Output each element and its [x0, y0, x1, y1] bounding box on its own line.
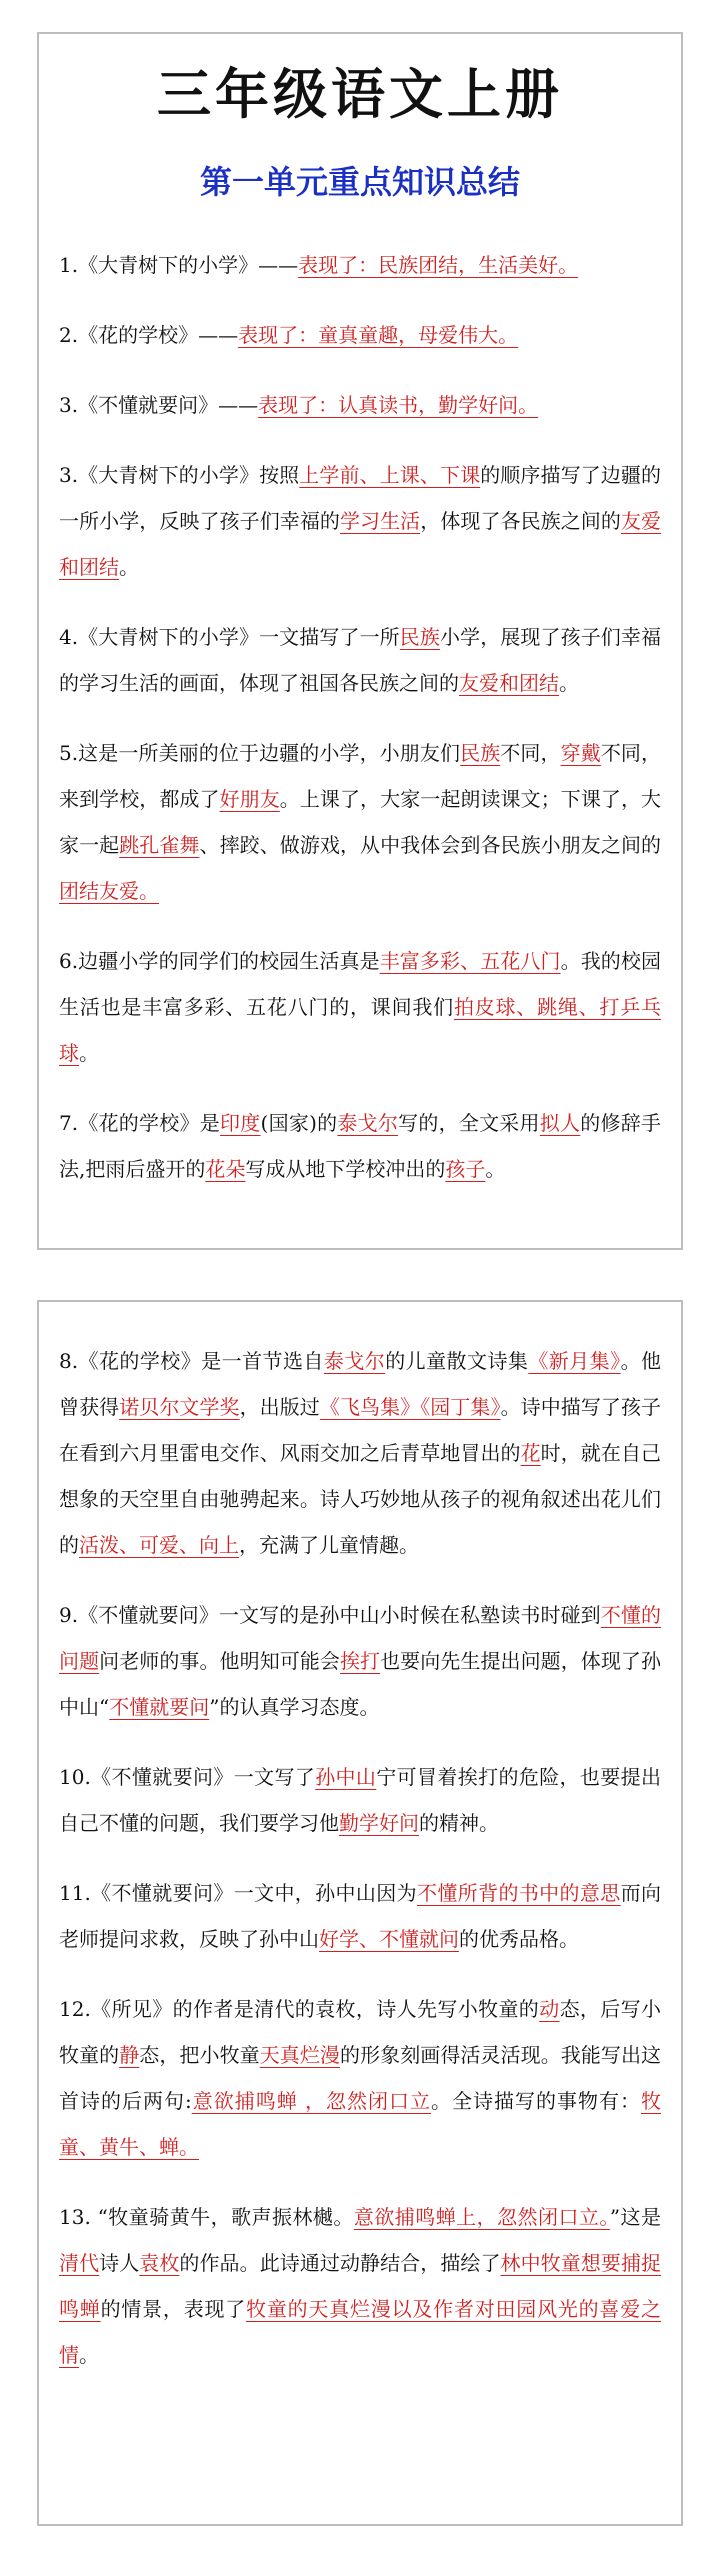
note-text: 13. “牧童骑黄牛，歌声振林樾。 — [59, 2205, 354, 2229]
highlighted-keyword: 好学、不懂就问 — [319, 1927, 459, 1951]
highlighted-keyword: 不懂的问题 — [59, 1603, 661, 1673]
note-text: 也要向先生提出问题，体现了孙中山“ — [59, 1649, 662, 1719]
highlighted-keyword: 泰戈尔 — [323, 1349, 386, 1373]
highlighted-keyword: 清代 — [59, 2251, 100, 2275]
note-text: ，体现了各民族之间的 — [420, 509, 621, 533]
note-text: 写的，全文采用 — [398, 1111, 540, 1135]
note-text: 态，把小牧童 — [139, 2043, 260, 2067]
note-text: 5.这是一所美丽的位于边疆的小学，小朋友们 — [59, 741, 461, 765]
note-text: 。我的校园生活也是丰富多彩、五花八门的，课间我们 — [59, 949, 661, 1019]
highlighted-keyword: 不懂所背的书中的意思 — [417, 1881, 621, 1905]
note-text: 。全诗描写的事物有： — [431, 2089, 641, 2113]
note-text: 态，后写小牧童的 — [59, 1997, 662, 2067]
notes-list-2 — [39, 1338, 681, 2378]
highlighted-keyword: 挨打 — [339, 1649, 381, 1673]
note-text: 。诗中描写了孩子在看到六月里雷电交作、风雨交加之后青草地冒出的 — [59, 1395, 662, 1465]
highlighted-keyword: 拍皮球、跳绳、打乒乓球 — [59, 995, 662, 1065]
note-item — [59, 1754, 661, 1846]
highlighted-keyword: 拟人 — [539, 1111, 581, 1135]
note-text: 。 — [79, 1041, 99, 1065]
notes-list-1 — [39, 242, 681, 1192]
note-text: 8.《花的学校》是一首节选自 — [59, 1349, 324, 1373]
note-item — [59, 1338, 661, 1568]
note-item — [59, 1870, 661, 1962]
note-text: 1.《大青树下的小学》—— — [59, 253, 299, 277]
note-item — [59, 614, 661, 706]
highlighted-keyword: 民族 — [460, 741, 501, 765]
highlighted-keyword: 表现了：童真童趣，母爱伟大。 — [238, 323, 519, 347]
highlighted-keyword: 《飞鸟集》《园丁集》 — [319, 1395, 501, 1419]
note-text: 。 — [119, 555, 139, 579]
highlighted-keyword: 友爱和团结 — [459, 671, 559, 695]
highlighted-keyword: 好朋友 — [219, 787, 280, 811]
highlighted-keyword: 意欲捕鸣蝉上，忽然闭口立。 — [353, 2205, 610, 2229]
note-text: 3.《不懂就要问》—— — [59, 393, 259, 417]
highlighted-keyword: 表现了：认真读书，勤学好问。 — [258, 393, 539, 417]
highlighted-keyword: 上学前、上课、下课 — [299, 463, 481, 487]
highlighted-keyword: 不懂就要问 — [109, 1695, 210, 1719]
notes-page-1 — [37, 32, 683, 1250]
highlighted-keyword: 意欲捕鸣蝉 ，忽然闭口立 — [191, 2089, 432, 2113]
note-text: 2.《花的学校》—— — [59, 323, 239, 347]
note-text: ”的认真学习态度。 — [209, 1695, 380, 1719]
highlighted-keyword: 牧童、黄牛、蝉。 — [59, 2089, 661, 2159]
highlighted-keyword: 孙中山 — [315, 1765, 377, 1789]
highlighted-keyword: 学习生活 — [339, 509, 421, 533]
note-text: 小学，展现了孩子们幸福的学习生活的画面，体现了祖国各民族之间的 — [59, 625, 662, 695]
note-text: 的情景，表现了 — [100, 2297, 247, 2321]
highlighted-keyword: 穿戴 — [560, 741, 601, 765]
note-text: 宁可冒着挨打的危险，也要提出自己不懂的问题，我们要学习他 — [59, 1765, 662, 1835]
note-text: 11.《不懂就要问》一文中，孙中山因为 — [59, 1881, 417, 1905]
note-text: 3.《大青树下的小学》按照 — [59, 463, 300, 487]
highlighted-keyword: 动 — [539, 1997, 560, 2021]
note-text: 9.《不懂就要问》一文写的是孙中山小时候在私塾读书时碰到 — [59, 1603, 601, 1627]
page-title: 三年级语文上册 — [157, 62, 563, 126]
note-text: 而向老师提问求救，反映了孙中山 — [59, 1881, 662, 1951]
note-text: 时，就在自己想象的天空里自由驰骋起来。诗人巧妙地从孩子的视角叙述出花儿们的 — [59, 1441, 662, 1557]
highlighted-keyword: 友爱和团结 — [59, 509, 662, 579]
highlighted-keyword: 诺贝尔文学奖 — [119, 1395, 240, 1419]
note-item — [59, 1592, 661, 1730]
note-text: 的优秀品格。 — [459, 1927, 579, 1951]
note-text: 诗人 — [99, 2251, 140, 2275]
highlighted-keyword: 《新月集》 — [528, 1349, 621, 1373]
notes-page-2 — [37, 1300, 683, 2526]
note-text: 的作品。此诗通过动静结合，描绘了 — [179, 2251, 501, 2275]
highlighted-keyword: 活泼、可爱、向上 — [79, 1533, 239, 1557]
highlighted-keyword: 勤学好问 — [339, 1811, 419, 1835]
note-text: ”这是 — [609, 2205, 662, 2229]
note-text: 4.《大青树下的小学》一文描写了一所 — [59, 625, 400, 649]
note-text: 的修辞手法,把雨后盛开的 — [59, 1111, 662, 1181]
highlighted-keyword: 林中牧童想要捕捉鸣蝉 — [59, 2251, 662, 2321]
note-item — [59, 938, 661, 1076]
note-text: 。 — [79, 2343, 99, 2367]
note-item — [59, 2194, 661, 2378]
note-text: 的儿童散文诗集 — [385, 1349, 529, 1373]
page-subtitle: 第一单元重点知识总结 — [199, 163, 520, 201]
note-text: 写成从地下学校冲出的 — [245, 1157, 446, 1181]
highlighted-keyword: 孩子 — [445, 1157, 486, 1181]
note-item — [59, 730, 661, 914]
note-text: 问老师的事。他明知可能会 — [99, 1649, 340, 1673]
highlighted-keyword: 牧童的天真烂漫以及作者对田园风光的喜爱之情 — [59, 2297, 662, 2367]
note-text: 的形象刻画得活灵活现。我能写出这首诗的后两句: — [59, 2043, 662, 2113]
note-text: 10.《不懂就要问》一文写了 — [59, 1765, 316, 1789]
highlighted-keyword: 表现了：民族团结，生活美好。 — [298, 253, 579, 277]
note-text: 。上课了，大家一起朗读课文；下课了，大家一起 — [59, 787, 662, 857]
highlighted-keyword: 民族 — [399, 625, 440, 649]
highlighted-keyword: 跳孔雀舞 — [119, 833, 200, 857]
highlighted-keyword: 袁枚 — [139, 2251, 180, 2275]
note-text: 6.边疆小学的同学们的校园生活真是 — [59, 949, 380, 973]
highlighted-keyword: 团结友爱。 — [59, 879, 159, 903]
highlighted-keyword: 丰富多彩、五花八门 — [379, 949, 561, 973]
highlighted-keyword: 天真烂漫 — [259, 2043, 340, 2067]
highlighted-keyword: 花 — [520, 1441, 541, 1465]
note-item — [59, 1986, 661, 2170]
note-text: 的顺序描写了边疆的一所小学，反映了孩子们幸福的 — [59, 463, 662, 533]
note-text: 。 — [485, 1157, 506, 1181]
highlighted-keyword: 花朵 — [205, 1157, 246, 1181]
note-text: 7.《花的学校》是 — [59, 1111, 221, 1135]
note-text: 。 — [559, 671, 579, 695]
highlighted-keyword: 静 — [119, 2043, 140, 2067]
note-text: ，充满了儿童情趣。 — [239, 1533, 419, 1557]
note-text: 12.《所见》的作者是清代的袁枚，诗人先写小牧童的 — [59, 1997, 540, 2021]
note-text: (国家)的 — [260, 1111, 338, 1135]
note-text: 不同， — [500, 741, 561, 765]
note-text: 。他曾获得 — [59, 1349, 662, 1419]
note-text: ，出版过 — [239, 1395, 320, 1419]
note-text: 的精神。 — [419, 1811, 499, 1835]
highlighted-keyword: 泰戈尔 — [337, 1111, 399, 1135]
note-item — [59, 382, 661, 428]
note-item — [59, 242, 661, 288]
note-text: 、摔跤、做游戏，从中我体会到各民族小朋友之间的 — [199, 833, 662, 857]
note-item — [59, 452, 661, 590]
highlighted-keyword: 印度 — [220, 1111, 261, 1135]
note-item — [59, 1100, 661, 1192]
note-item — [59, 312, 661, 358]
note-text: 不同，来到学校，都成了 — [59, 741, 662, 811]
